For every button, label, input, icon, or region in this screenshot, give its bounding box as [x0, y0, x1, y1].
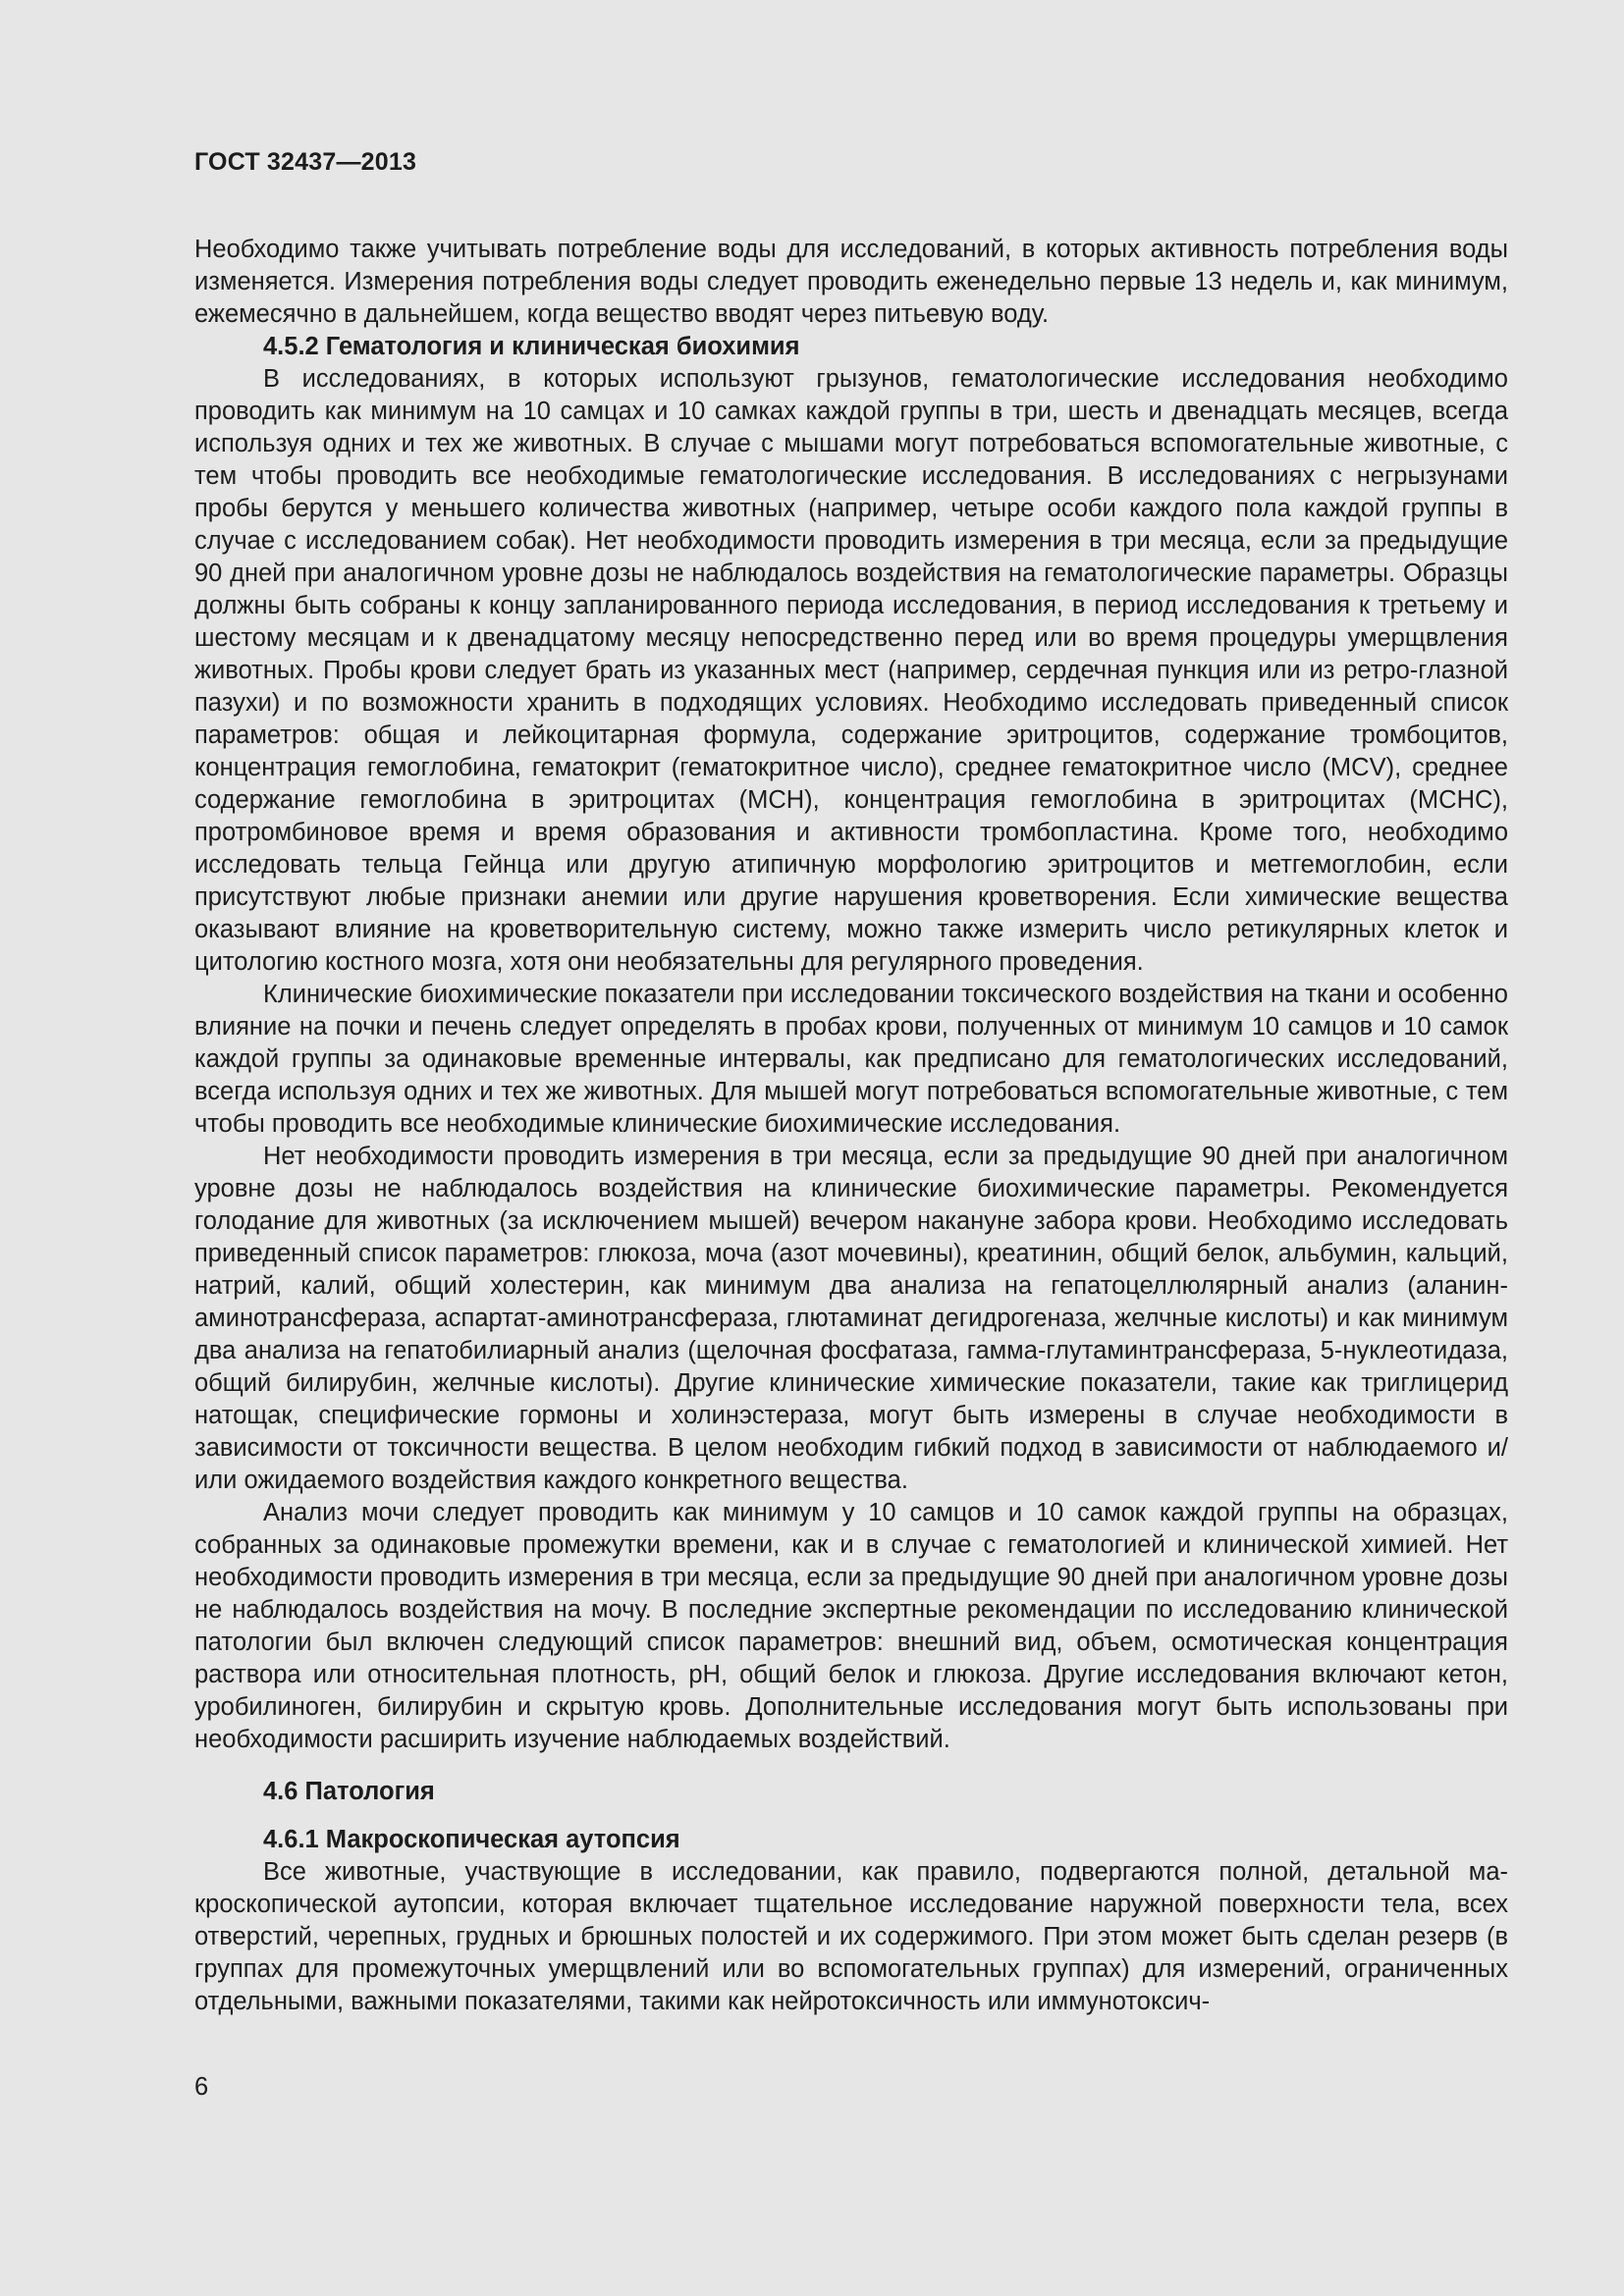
heading-4-6-1: 4.6.1 Макроскопическая аутопсия	[263, 1826, 680, 1853]
heading-4-5-2: 4.5.2 Гематология и клиническая биохимия	[263, 333, 800, 360]
paragraph-clinical-biochemistry: Клинические биохимические показатели при исследовании токсического воздействия на ткани и особенно влияние на почки и печень следует определять в пробах крови, полученных от минимум 10 самцов и 10 самок каждой группы за одинаковые временные интервалы, как предписано для гематологических исследований, всегда используя одних и тех же животных. Для мышей могут потребоваться вспомогательные животные, с тем чтобы проводить все необходимые клинические биохимические исследования.	[194, 981, 1508, 1138]
paragraph-water-consumption: Необходимо также учитывать потребление воды для исследований, в которых активность потребления воды изменяется. Измерения потребления воды следует проводить еженедельно первые 13 недель и, как минимум, ежемесячно в дальнейшем, когда вещество вводят через питьевую воду.	[194, 236, 1508, 328]
document-code-header: ГОСТ 32437—2013	[194, 148, 417, 176]
paragraph-autopsy: Все животные, участвующие в исследовании, как правило, подвергаются полной, детальной макроскопической аутопсии, которая включает тщательное исследование наружной поверхности тела, всех отверстий, черепных, грудных и брюшных полостей и их содержимого. При этом может быть сделан резерв (в группах для промежуточных умерщвлений или во вспомогательных группах) для измерений, ограниченных отдельными, важными показателями, такими как нейротоксичность или иммунотоксич-	[194, 1858, 1508, 2015]
paragraph-hematology: В исследованиях, в которых используют грызунов, гематологические исследования необходимо проводить как минимум на 10 самцах и 10 самках каждой группы в три, шесть и двенадцать месяцев, всегда используя одних и тех же животных. В случае с мышами могут потребоваться вспомогательные животные, с тем чтобы проводить все необходимые гематологические исследования. В исследованиях с негрызунами пробы берутся у меньшего количества животных (например, четыре особи каждого пола каждой группы в случае с исследованием собак). Нет необходимости проводить измерения в три месяца, если за предыдущие 90 дней при аналогичном уровне дозы не наблюдалось воздействия на гематологические параметры. Образцы должны быть собраны к концу запланированного периода исследования, в период исследования к третьему и шестому месяцам и к двенадцатому месяцу непосредственно перед или во время процедуры умерщвления животных. Пробы крови следует брать из указанных мест (например, сердечная пункция или из ретро-глазной пазухи) и по возможности хранить в подходящих условиях. Необходимо исследовать приведенный список параметров: общая и лейкоцитарная формула, содержание эритроцитов, содержание тромбоцитов, концентрация гемоглобина, гематокрит (гематокритное число), среднее гематокритное число (MCV), среднее содержание гемоглобина в эритроцитах (MCH), концентрация гемоглобина в эритроцитах (MCHC), протромбиновое время и время образования и активности тромбопластина. Кроме того, необходимо исследовать тельца Гейнца или другую атипичную морфологию эритроцитов и метгемоглобин, если присутствуют любые признаки анемии или другие нарушения кроветворения. Если химические вещества оказывают влияние на кроветворительную систему, можно также измерить число ретикулярных клеток и цитологию костного мозга, хотя они необязательны для регулярного проведения.	[194, 365, 1508, 976]
heading-4-6: 4.6 Патология	[263, 1778, 435, 1805]
document-page	[194, 145, 1508, 2018]
paragraph-urinalysis: Анализ мочи следует проводить как минимум у 10 самцов и 10 самок каждой группы на образцах, собранных за одинаковые промежутки времени, как и в случае с гематологией и клинической химией. Нет необходимости проводить измерения в три месяца, если за предыдущие 90 дней при аналогичном уровне дозы не наблюдалось воздействия на мочу. В последние экспертные рекомендации по исследованию клинической патологии был включен следующий список параметров: внешний вид, объем, осмотическая концентрация раствора или относительная плотность, pH, общий белок и глюкоза. Другие исследования включают кетон, уробилиноген, билирубин и скрытую кровь. Дополнительные исследования могут быть использованы при необходимости расширить изучение наблюдаемых воздействий.	[194, 1499, 1508, 1753]
page-number: 6	[194, 2073, 209, 2101]
document-body	[194, 234, 1508, 2018]
paragraph-biochemistry-parameters: Нет необходимости проводить измерения в три месяца, если за предыдущие 90 дней при аналогичном уровне дозы не наблюдалось воздействия на клинические биохимические параметры. Рекомендуется голодание для животных (за исключением мышей) вечером накануне забора крови. Необходимо исследовать приведенный список параметров: глюкоза, моча (азот мочевины), креатинин, общий белок, альбумин, кальций, натрий, калий, общий холестерин, как минимум два анализа на гепатоцеллюлярный анализ (аланин-аминотрансфераза, аспартат-аминотрансфераза, глютаминат дегидрогеназа, желчные кислоты) и как минимум два анализа на гепатобилиарный анализ (щелочная фосфатаза, гамма-глутаминтрансфераза, 5-нуклеотидаза, общий билирубин, желчные кислоты). Другие клинические химические показатели, такие как триглицерид натощак, специфические гормоны и холинэстераза, могут быть измерены в случае необходимости в зависимости от токсичности вещества. В целом необходим гибкий подход в зависимости от наблюдаемого и/или ожидаемого воздействия каждого конкретного вещества.	[194, 1143, 1508, 1494]
